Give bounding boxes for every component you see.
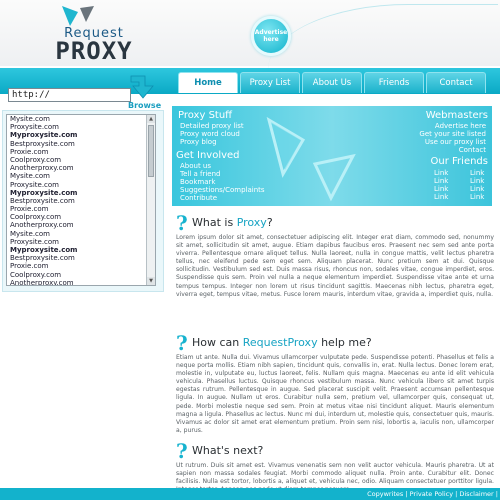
list-item[interactable]: Proxie.com [10, 205, 49, 214]
url-input[interactable]: http:// [8, 88, 131, 102]
scroll-thumb[interactable] [148, 125, 154, 177]
tab-contact[interactable]: Contact [426, 72, 486, 93]
link-get-site-listed[interactable]: Get your site listed [419, 130, 486, 138]
list-item[interactable]: Anotherproxy.com [10, 278, 74, 286]
question-icon: ? [176, 331, 188, 355]
tab-about-us[interactable]: About Us [302, 72, 362, 93]
link-detailed-proxy-list[interactable]: Detailed proxy list [180, 122, 244, 130]
list-item[interactable]: Coolproxy.com [10, 270, 62, 279]
proxy-list-box[interactable] [6, 114, 156, 286]
list-item[interactable]: Proxysite.com [10, 123, 59, 132]
list-item[interactable]: Proxie.com [10, 262, 49, 271]
link-about-us[interactable]: About us [180, 162, 212, 170]
question-icon: ? [176, 211, 188, 235]
section-body: Lorem ipsum dolor sit amet, consectetuer adipiscing elit. Integer erat diam, commodo sed, nonummy sit amet, sollicitudin sit amet, augue. Etiam dapibus faucibus eros. Praesent nec sem sed ante porta viverra. Pellentesque ornare aliquet tellus. Nulla laoreet, nulla in congue mattis, velit lectus pharetra tellus, nec eleifend pede sem eget sem. Aliquam placerat. Nunc pretium sem at dui. Quisque sollicitudin. Vestibulum sed est. Duis massa risus, rhoncus non, sodales vitae, congue imperdiet, eros. Suspendisse quis sem. Proin vel nulla a neque elementum imperdiet. Suspendisse vitae ante et urna tempus tempus. Integer non lorem ut risus tincidunt sagittis. Maecenas nibh lectus, pharetra eget, viverra eget, tempus vitae, metus. Fusce lorem mauris, interdum vitae, gravida a, imperdiet quis, nulla. [176, 234, 494, 298]
list-item[interactable]: Myproxysite.com [10, 246, 78, 254]
list-item[interactable]: Coolproxy.com [10, 213, 62, 222]
section-title [192, 336, 372, 349]
list-item[interactable]: Mysite.com [10, 115, 51, 123]
list-item[interactable]: Proxysite.com [10, 237, 59, 246]
section-body: Etiam ut ante. Nulla dui. Vivamus ullamcorper vulputate pede. Suspendisse potenti. Phasellus et felis a neque porta mollis. Etiam nibh sapien, tincidunt quis, convallis in, erat. Nulla lectus. Donec lorem erat, molestie in, vulputate eu, luctus laoreet, felis. Nullam quis magna. Maecenas eu ante id elit vehicula vehicula. Phasellus luctus. Quisque rhoncus vestibulum massa. Nunc vehicula libero sit amet turpis egestas rutrum. Pellentesque in augue. Sed placerat suscipit velit. Praesent accumsan pellentesque ligula. In augue. Nullam ut eros. Curabitur nulla sem, pretium vel, ullamcorper quis, consequat ut, pede. Morbi molestie neque sed sem. Proin at metus vitae nisi tincidunt aliquet. Mauris elementum magna a ligula. Phasellus ac lectus. Nunc mi dui, interdum ut, molestie quis, consectetuer quis, mauris. Vivamus ac dolor sit amet erat elementum pretium. Proin sem nisi, lobortis a, iaculis non, ullamcorper a, purus. [176, 354, 494, 434]
site-logo[interactable] [44, 4, 144, 64]
title-text-end: ? [266, 216, 273, 229]
title-text-end: help me? [317, 336, 372, 349]
friend-link[interactable]: Link [434, 177, 449, 185]
browse-button[interactable]: Browse [128, 101, 162, 110]
friend-link[interactable]: Link [470, 177, 485, 185]
link-tell-a-friend[interactable]: Tell a friend [180, 170, 221, 178]
list-item[interactable]: Proxie.com [10, 147, 49, 156]
nav-tabs [178, 72, 486, 94]
get-involved-title: Get Involved [176, 150, 240, 161]
link-proxy-word-cloud[interactable]: Proxy word cloud [180, 130, 240, 138]
title-text: What's next? [192, 444, 264, 457]
list-item[interactable]: Myproxysite.com [10, 131, 78, 140]
section-title [192, 216, 273, 229]
link-suggestions[interactable]: Suggestions/Complaints [180, 186, 265, 194]
list-item[interactable]: Bestproxysite.com [10, 139, 75, 148]
logo-line2: PROXY [55, 37, 133, 65]
link-use-proxy-list[interactable]: Use our proxy list [424, 138, 486, 146]
webmasters-title: Webmasters [425, 110, 488, 121]
our-friends-title: Our Friends [430, 156, 488, 167]
footer-links[interactable]: Copywrites | Private Policy | Disclaimer | [367, 490, 498, 498]
link-contribute[interactable]: Contribute [180, 194, 218, 202]
advertise-label: Advertise here [254, 29, 288, 43]
title-text: What is [192, 216, 237, 229]
section-whats-next [176, 439, 494, 486]
section-title [192, 444, 263, 457]
friend-link[interactable]: Link [470, 169, 485, 177]
list-item[interactable]: Coolproxy.com [10, 155, 62, 164]
list-item[interactable]: Proxysite.com [10, 180, 59, 189]
list-item[interactable]: Myproxysite.com [10, 188, 78, 197]
section-what-is-proxy [176, 211, 494, 298]
title-text: How can [192, 336, 243, 349]
tab-friends[interactable]: Friends [364, 72, 424, 93]
footer [0, 488, 500, 500]
friend-link[interactable]: Link [434, 185, 449, 193]
logo-line1: Request [64, 26, 124, 41]
browse-arrow-icon[interactable] [129, 74, 159, 100]
list-scrollbar[interactable] [146, 115, 155, 285]
link-bookmark[interactable]: Bookmark [180, 178, 216, 186]
list-item[interactable]: Mysite.com [10, 229, 51, 238]
scroll-up-icon[interactable]: ▲ [147, 115, 155, 123]
banner-logo-shape [257, 112, 367, 202]
title-highlight: Proxy [236, 216, 267, 229]
tab-home[interactable]: Home [178, 72, 238, 93]
link-contact[interactable]: Contact [458, 146, 486, 154]
list-item[interactable]: Bestproxysite.com [10, 196, 75, 205]
section-how-can-help [176, 331, 494, 434]
question-icon: ? [176, 439, 188, 463]
friend-link[interactable]: Link [434, 169, 449, 177]
title-highlight: RequestProxy [242, 336, 318, 349]
proxy-list [7, 115, 155, 286]
scroll-down-icon[interactable]: ▼ [147, 277, 155, 285]
friend-link[interactable]: Link [470, 193, 485, 201]
list-item[interactable]: Bestproxysite.com [10, 254, 75, 263]
list-item[interactable]: Mysite.com [10, 172, 51, 181]
friend-link[interactable]: Link [470, 185, 485, 193]
friend-link[interactable]: Link [434, 193, 449, 201]
proxy-stuff-title: Proxy Stuff [178, 110, 233, 121]
banner [172, 106, 492, 206]
list-item[interactable]: Anotherproxy.com [10, 221, 74, 230]
section-body: Ut rutrum. Duis sit amet est. Vivamus venenatis sem non velit auctor vehicula. Mauris pharetra. Ut at sapien non massa sodales feugiat. Morbi commodo aliquet nulla. Proin ante. Curabitur elit. Donec facilisis. Nulla est tortor, lobortis a, aliquet et, vehicula nec, odio. Aliquam consectetuer porttitor ligula. [176, 462, 494, 486]
link-proxy-blog[interactable]: Proxy blog [180, 138, 217, 146]
link-advertise-here[interactable]: Advertise here [434, 122, 486, 130]
list-item[interactable]: Anotherproxy.com [10, 164, 74, 173]
tab-proxy-list[interactable]: Proxy List [240, 72, 300, 93]
advertise-here-badge[interactable] [251, 16, 291, 56]
